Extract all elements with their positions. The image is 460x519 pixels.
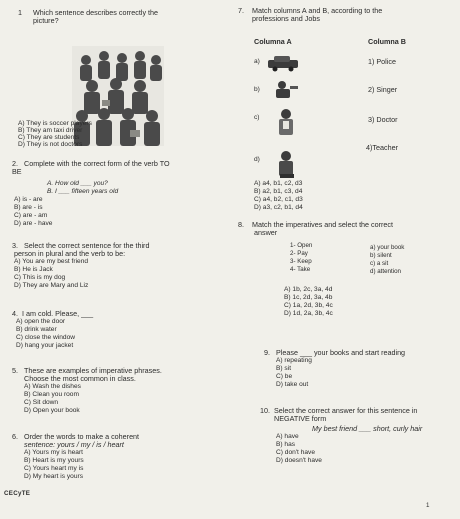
column-a-letter-c: c) bbox=[254, 114, 260, 121]
q3-option-b[interactable]: B) He is Jack bbox=[14, 266, 53, 273]
q2-option-a[interactable]: A) is - are bbox=[14, 196, 43, 203]
q8-option-c[interactable]: C) 1a, 2d, 3b, 4c bbox=[284, 302, 333, 309]
q5-text-line1: These are examples of imperative phrases. bbox=[24, 366, 162, 375]
q8-number: 8. bbox=[238, 220, 244, 229]
q1-number: 1 bbox=[18, 8, 22, 17]
q9-number: 9. bbox=[264, 348, 270, 357]
page-number: 1 bbox=[426, 502, 430, 509]
q4-option-b[interactable]: B) drink water bbox=[16, 326, 57, 333]
column-a-letter-a: a) bbox=[254, 58, 260, 65]
q8-left-3: 3- Keep bbox=[290, 258, 312, 265]
q7-text-line1: Match columns A and B, according to the bbox=[252, 6, 383, 15]
q8-right-d: d) attention bbox=[370, 268, 401, 275]
q2-number: 2. bbox=[12, 159, 18, 168]
q3-option-a[interactable]: A) You are my best friend bbox=[14, 258, 89, 265]
q2-text-line2: BE bbox=[12, 167, 22, 176]
q3-option-d[interactable]: D) They are Mary and Liz bbox=[14, 282, 89, 289]
q7-number: 7. bbox=[238, 6, 244, 15]
column-a-title: Columna A bbox=[254, 37, 292, 46]
q3-text-line2: person in plural and the verb to be: bbox=[14, 249, 126, 258]
q8-right-b: b) silent bbox=[370, 252, 392, 259]
q7-option-a[interactable]: A) a4, b1, c2, d3 bbox=[254, 180, 303, 187]
q3-text-line1: Select the correct sentence for the third bbox=[24, 241, 150, 250]
q9-option-b[interactable]: B) sit bbox=[276, 365, 292, 372]
q1-option-a[interactable]: A) They is soccer players bbox=[18, 120, 92, 127]
q1-option-c[interactable]: C) They are students bbox=[18, 134, 80, 141]
q4-option-c[interactable]: C) close the window bbox=[16, 334, 76, 341]
q5-number: 5. bbox=[12, 366, 18, 375]
q8-left-1: 1- Open bbox=[290, 242, 313, 249]
q6-option-a[interactable]: A) Yours my is heart bbox=[24, 449, 84, 456]
q9-option-a[interactable]: A) repeating bbox=[276, 357, 312, 364]
column-b-item-4: 4)Teacher bbox=[366, 143, 398, 152]
q8-right-c: c) a sit bbox=[370, 260, 389, 267]
q10-number: 10. bbox=[260, 406, 270, 415]
q8-left-2: 2- Pay bbox=[290, 250, 308, 257]
q6-text-line2: sentence: yours / my / is / heart bbox=[24, 440, 124, 449]
q8-option-a[interactable]: A) 1b, 2c, 3a, 4d bbox=[284, 286, 333, 293]
q8-text-line1: Match the imperatives and select the correct bbox=[252, 220, 394, 229]
q7-option-d[interactable]: D) a3, c2, b1, d4 bbox=[254, 204, 303, 211]
q5-text-line2: Choose the most common in class. bbox=[24, 374, 136, 383]
q6-option-d[interactable]: D) My heart is yours bbox=[24, 473, 83, 480]
q2-option-b[interactable]: B) are - is bbox=[14, 204, 43, 211]
q8-text-line2: answer bbox=[254, 228, 278, 237]
police-car-icon bbox=[266, 54, 300, 72]
q2-text-line1: Complete with the correct form of the verb TO bbox=[24, 159, 170, 168]
q10-text-line1: Select the correct answer for this sentence in bbox=[274, 406, 418, 415]
q6-option-b[interactable]: B) Heart is my yours bbox=[24, 457, 84, 464]
doctor-icon bbox=[270, 108, 304, 136]
q3-option-c[interactable]: C) This is my dog bbox=[14, 274, 66, 281]
q5-option-c[interactable]: C) Sit down bbox=[24, 399, 59, 406]
teacher-icon bbox=[272, 150, 306, 178]
column-b-item-3: 3) Doctor bbox=[368, 115, 398, 124]
q2-option-c[interactable]: C) are - am bbox=[14, 212, 48, 219]
q10-text-line2: NEGATIVE form bbox=[274, 414, 327, 423]
students-picture bbox=[72, 46, 164, 146]
q1-option-d[interactable]: D) They is not doctors bbox=[18, 141, 83, 148]
column-b-item-1: 1) Police bbox=[368, 57, 396, 66]
q6-option-c[interactable]: C) Yours heart my is bbox=[24, 465, 84, 472]
q8-left-4: 4- Take bbox=[290, 266, 311, 273]
q7-option-b[interactable]: B) a2, b1, c3, d4 bbox=[254, 188, 303, 195]
q8-right-a: a) your book bbox=[370, 244, 405, 251]
q9-text: Please ___ your books and start reading bbox=[276, 348, 406, 357]
singer-icon bbox=[268, 80, 302, 98]
column-b-item-2: 2) Singer bbox=[368, 85, 398, 94]
q2-option-d[interactable]: D) are - have bbox=[14, 220, 53, 227]
q7-text-line2: professions and Jobs bbox=[252, 14, 320, 23]
q2-sentence-a: A. How old ___ you? bbox=[47, 180, 108, 187]
q5-option-b[interactable]: B) Clean you room bbox=[24, 391, 79, 398]
q5-option-a[interactable]: A) Wash the dishes bbox=[24, 383, 81, 390]
q10-sentence: My best friend ___ short, curly hair bbox=[312, 424, 423, 433]
q1-text-line1: Which sentence describes correctly the bbox=[33, 8, 159, 17]
q6-text-line1: Order the words to make a coherent bbox=[24, 432, 140, 441]
q3-number: 3. bbox=[12, 241, 18, 250]
q1-text-line2: picture? bbox=[33, 16, 59, 25]
q9-option-c[interactable]: C) be bbox=[276, 373, 293, 380]
q10-option-d[interactable]: D) doesn't have bbox=[276, 457, 322, 464]
q4-text: I am cold. Please, ___ bbox=[22, 309, 94, 318]
q8-option-b[interactable]: B) 1c, 2d, 3a, 4b bbox=[284, 294, 333, 301]
column-b-title: Columna B bbox=[368, 37, 406, 46]
q2-sentence-b: B. I ___ fifteen years old bbox=[47, 188, 119, 195]
column-a-letter-b: b) bbox=[254, 86, 260, 93]
q8-option-d[interactable]: D) 1d, 2a, 3b, 4c bbox=[284, 310, 333, 317]
q5-option-d[interactable]: D) Open your book bbox=[24, 407, 80, 414]
q9-option-d[interactable]: D) take out bbox=[276, 381, 309, 388]
q10-option-b[interactable]: B) has bbox=[276, 441, 296, 448]
q10-option-a[interactable]: A) have bbox=[276, 433, 299, 440]
footer-label: CECyTE bbox=[4, 490, 31, 497]
column-a-letter-d: d) bbox=[254, 156, 260, 163]
q4-number: 4. bbox=[12, 309, 18, 318]
q6-number: 6. bbox=[12, 432, 18, 441]
q7-option-c[interactable]: C) a4, b2, c1, d3 bbox=[254, 196, 303, 203]
q4-option-d[interactable]: D) hang your jacket bbox=[16, 342, 74, 349]
q10-option-c[interactable]: C) don't have bbox=[276, 449, 316, 456]
q1-option-b[interactable]: B) They am taxi driver bbox=[18, 127, 83, 134]
q4-option-a[interactable]: A) open the door bbox=[16, 318, 66, 325]
